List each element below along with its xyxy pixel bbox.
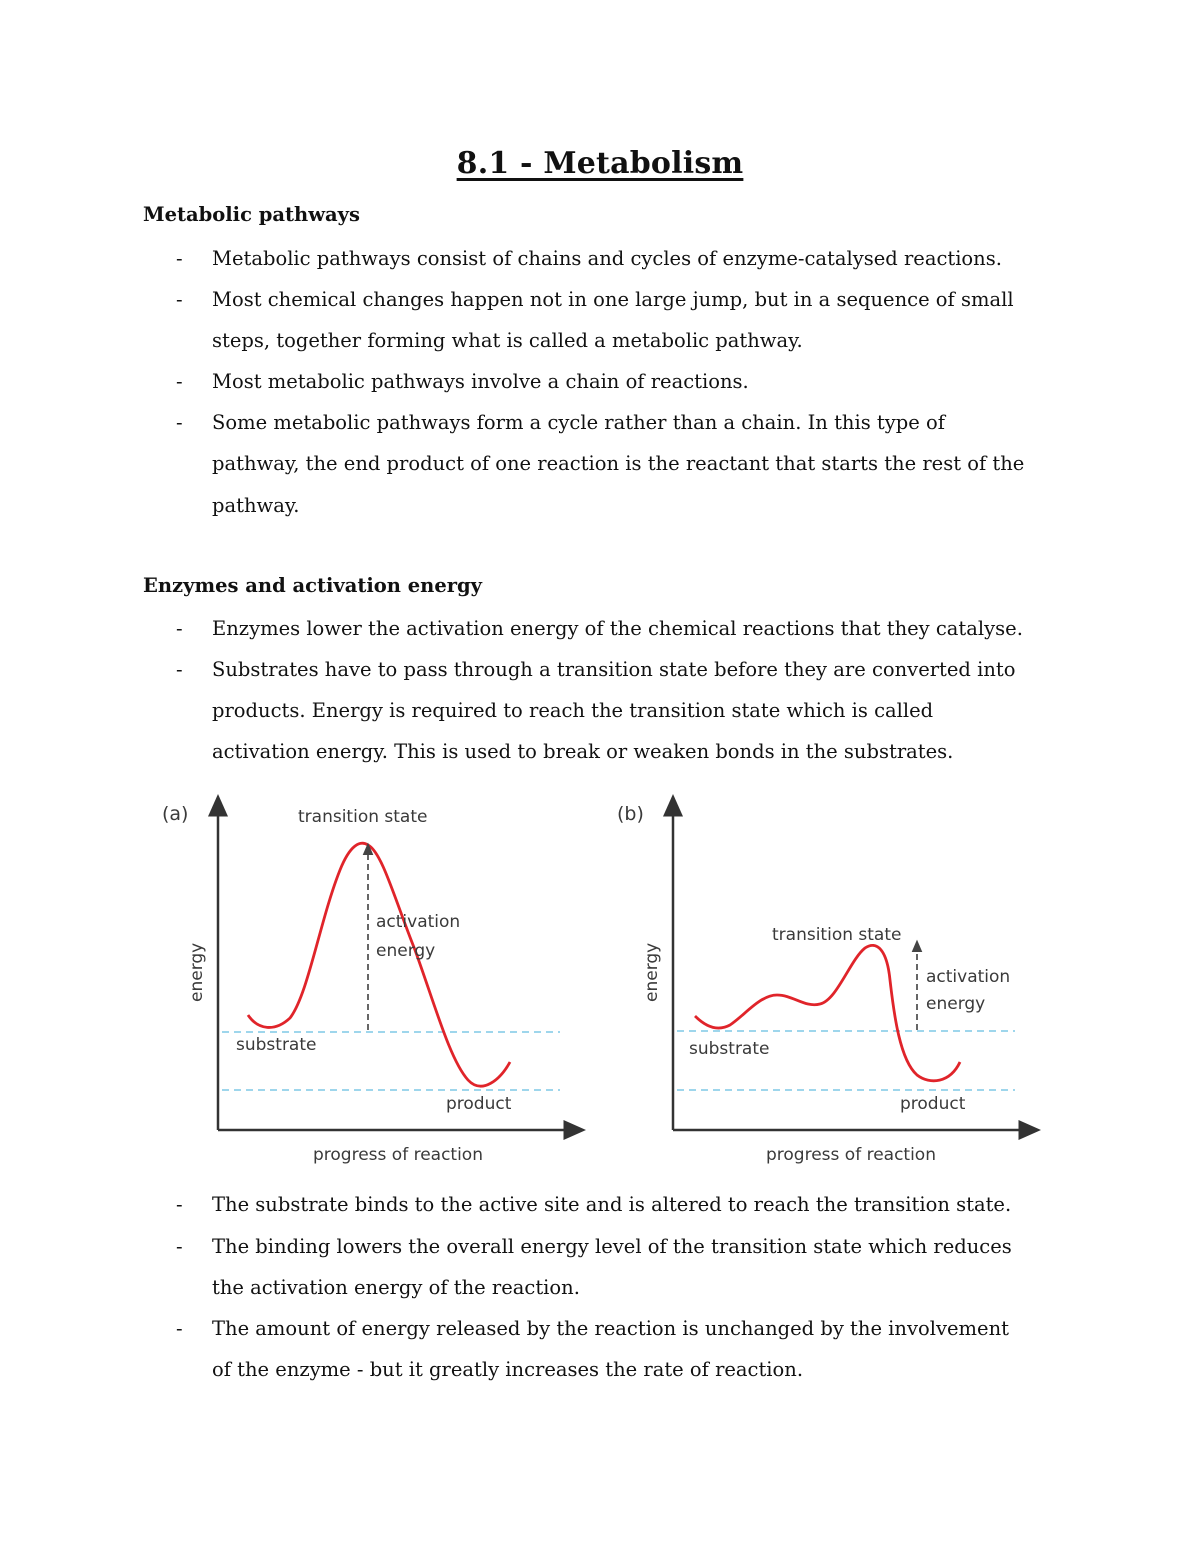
panel-a-label: (a) bbox=[162, 803, 189, 825]
bullet-line: Some metabolic pathways form a cycle rather than a chain. In this type of bbox=[212, 411, 945, 434]
bullet-line: The amount of energy released by the reaction is unchanged by the involvement bbox=[212, 1317, 1009, 1340]
bullet-line: Metabolic pathways consist of chains and cycles of enzyme-catalysed reactions. bbox=[212, 247, 1002, 270]
bullet-dash: - bbox=[176, 1235, 183, 1258]
section-heading-enzymes: Enzymes and activation energy bbox=[143, 574, 482, 597]
panel-a-activation-label-line1: activation bbox=[376, 912, 461, 932]
bullet-dash: - bbox=[176, 1317, 183, 1340]
panel-b bbox=[617, 803, 1031, 1165]
bullet-line: steps, together forming what is called a metabolic pathway. bbox=[212, 329, 803, 352]
bullet-line: pathway. bbox=[212, 494, 300, 517]
bullet-line: Substrates have to pass through a transition state before they are converted into bbox=[212, 658, 1016, 681]
activation-energy-figure bbox=[150, 790, 1050, 1175]
panel-a-substrate-label: substrate bbox=[236, 1035, 317, 1055]
panel-b-activation-label-line1: activation bbox=[926, 967, 1011, 987]
bullet-dash: - bbox=[176, 288, 183, 311]
bullet-dash: - bbox=[176, 370, 183, 393]
bullet-line: Enzymes lower the activation energy of the chemical reactions that they catalyse. bbox=[212, 617, 1023, 640]
panel-a-transition-label: transition state bbox=[298, 807, 428, 827]
bullet-line: Most chemical changes happen not in one large jump, but in a sequence of small bbox=[212, 288, 1014, 311]
panel-b-product-label: product bbox=[900, 1094, 966, 1114]
bullet-line: the activation energy of the reaction. bbox=[212, 1276, 580, 1299]
bullet-line: pathway, the end product of one reaction is the reactant that starts the rest of the bbox=[212, 452, 1025, 475]
bullet-line: Most metabolic pathways involve a chain of reactions. bbox=[212, 370, 749, 393]
bullet-dash: - bbox=[176, 247, 183, 270]
section-heading-metabolic-pathways: Metabolic pathways bbox=[143, 203, 360, 226]
panel-a-y-axis-label: energy bbox=[187, 942, 207, 1002]
bullet-line: products. Energy is required to reach the transition state which is called bbox=[212, 699, 934, 722]
bullet-line: The binding lowers the overall energy level of the transition state which reduces bbox=[212, 1235, 1012, 1258]
panel-b-transition-label: transition state bbox=[772, 925, 902, 945]
bullet-line: of the enzyme - but it greatly increases the rate of reaction. bbox=[212, 1358, 804, 1381]
page-title: 8.1 - Metabolism bbox=[456, 146, 744, 181]
panel-b-x-axis-label: progress of reaction bbox=[766, 1145, 936, 1165]
panel-a-product-label: product bbox=[446, 1094, 512, 1114]
panel-a-activation-label-line2: energy bbox=[376, 941, 436, 961]
bullet-dash: - bbox=[176, 1193, 183, 1216]
bullet-line: The substrate binds to the active site and is altered to reach the transition state. bbox=[212, 1193, 1012, 1216]
panel-b-substrate-label: substrate bbox=[689, 1039, 770, 1059]
bullet-dash: - bbox=[176, 658, 183, 681]
bullet-dash: - bbox=[176, 411, 183, 434]
bullet-dash: - bbox=[176, 617, 183, 640]
panel-b-label: (b) bbox=[617, 803, 644, 825]
bullet-line: activation energy. This is used to break or weaken bonds in the substrates. bbox=[212, 740, 954, 763]
panel-a-x-axis-label: progress of reaction bbox=[313, 1145, 483, 1165]
panel-b-reaction-curve bbox=[695, 945, 960, 1080]
panel-b-y-axis-label: energy bbox=[642, 942, 662, 1002]
panel-b-activation-label-line2: energy bbox=[926, 994, 986, 1014]
panel-a bbox=[162, 803, 576, 1165]
